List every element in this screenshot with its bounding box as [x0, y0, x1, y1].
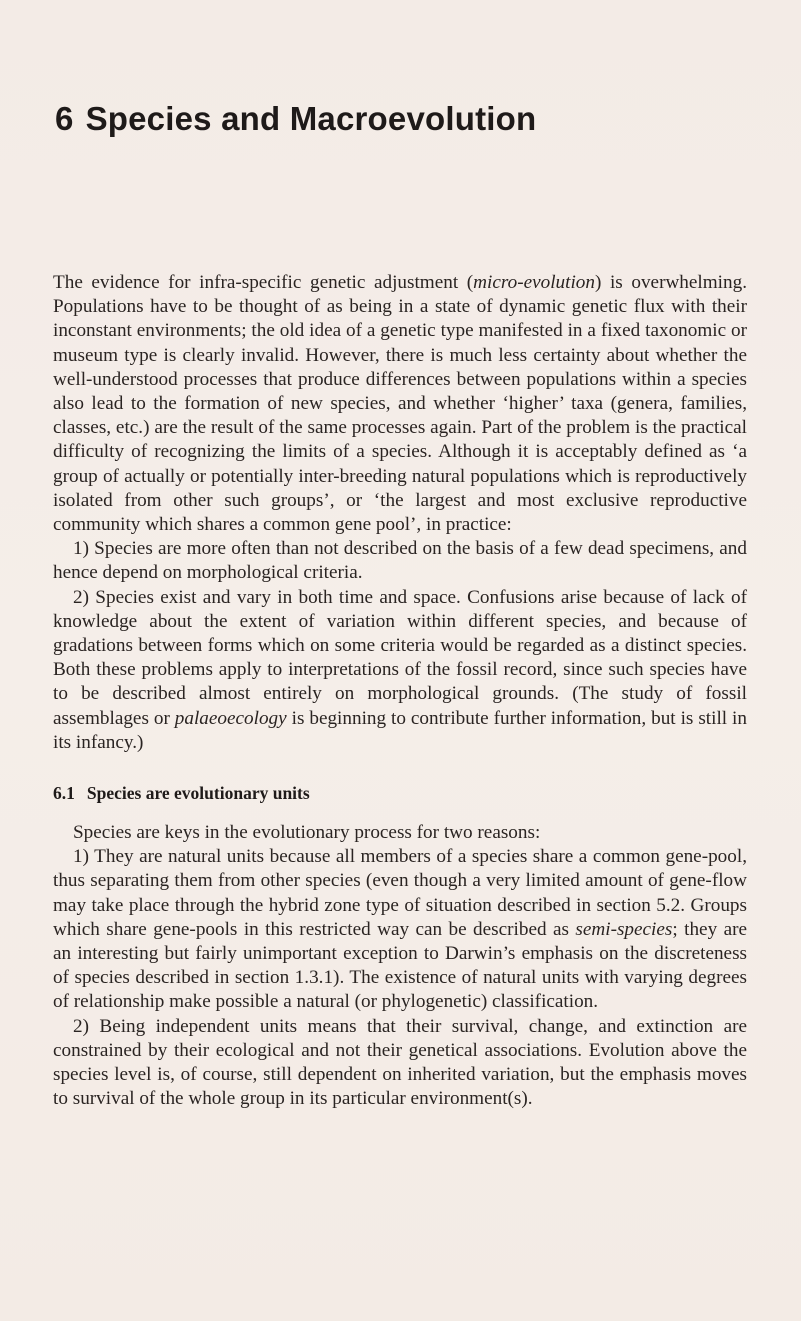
- list-number: 2): [73, 1015, 89, 1037]
- term-semi-species: semi-species: [575, 918, 673, 940]
- intro-list-item-1: [53, 537, 747, 585]
- list-number: 2): [73, 586, 89, 608]
- list-item-text: Species are more often than not described on the basis of a few dead specimens, and hence depend on morphological criteria.: [53, 538, 747, 584]
- section-lead-paragraph: Species are keys in the evolutionary process for two reasons:: [73, 822, 541, 844]
- chapter-number: 6: [55, 100, 74, 137]
- body-text: [53, 271, 747, 1112]
- intro-text-start: The evidence for infra-specific genetic adjustment (: [53, 272, 474, 293]
- intro-paragraph: [53, 271, 747, 537]
- intro-list-item-2: [53, 586, 747, 755]
- intro-text-end: ) is overwhelming. Populations have to be thought of as being in a state of dynamic genetic flux with their inconstant environments; the old idea of a genetic type manifested in a fixed taxonomic or museum type is clearly invalid. However, there is much less certainty about whether the well-understood processes that produce differences between populations within a species also lead to the formation of new species, and whether ‘higher’ taxa (genera, families, classes, etc.) are the result of the same processes again. Part of the problem is the practical difficulty of recognizing the limits of a species. Although it is acceptably defined as ‘a group of actually or potentially inter-breeding natural populations which is reproductively isolated from other such groups’, or ‘the largest and most exclusive reproductive community which shares a common gene pool’, in practice:: [53, 272, 747, 536]
- list-item-text-start: They are natural units because all members of a species share a common gene-pool, thus separating them from other species (even though a very limited amount of gene-flow may take place through the hybrid zone type of situation described in section 5.2. Groups which share gene-pools in this restricted way can be described as: [53, 846, 747, 940]
- list-item-text-end: is beginning to contribute further information, but is still in its infancy.): [53, 707, 747, 753]
- section-title: Species are evolutionary units: [86, 783, 310, 804]
- list-item-text: Being independent units means that their survival, change, and extinction are constrained by their ecological and not their genetical associations. Evolution above the species level is, of course, still dependent on inherited variation, but the emphasis moves to survival of the whole group in its particular environment(s).: [53, 1015, 747, 1110]
- chapter-title: [55, 100, 536, 138]
- list-item-text-start: Species exist and vary in both time and space. Confusions arise because of lack of knowledge about the extent of variation within different species, and because of gradations between forms which on some criteria would be regarded as a distinct species. Both these problems apply to interpretations of the fossil record, since such species have to be described almost entirely on morphological grounds. (The study of fossil assemblages or: [53, 586, 747, 729]
- section-heading: [53, 782, 747, 804]
- list-number: 1): [73, 846, 89, 868]
- section-number: 6.1: [53, 783, 75, 804]
- section-list-item-2: [53, 1015, 747, 1112]
- section-list-item-1: [53, 845, 747, 1014]
- term-palaeoecology: palaeoecology: [174, 707, 287, 729]
- chapter-title-text: Species and Macroevolution: [85, 100, 537, 137]
- list-number: 1): [73, 538, 89, 560]
- list-item-text-end: ; they are an interesting but fairly unimportant exception to Darwin’s emphasis on the discreteness of species described in section 1.3.1). The existence of natural units with varying degrees of relationship make possible a natural (or phylogenetic) classification.: [53, 918, 747, 1013]
- term-micro-evolution: micro-evolution: [473, 272, 595, 293]
